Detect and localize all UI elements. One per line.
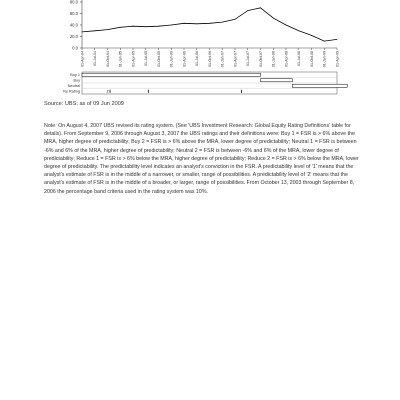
data-point: [286, 25, 287, 26]
data-point: [235, 19, 236, 20]
data-point: [145, 26, 146, 27]
x-tick-label: 01-Apr-06: [182, 51, 187, 67]
data-point: [247, 10, 248, 11]
x-tick-label: 01-Apr-09: [335, 51, 340, 67]
data-point: [171, 25, 172, 26]
data-point: [311, 35, 312, 36]
rating-row-label: Buy: [73, 78, 80, 83]
data-point: [120, 27, 121, 28]
x-tick-label: 01-Jan-06: [169, 51, 174, 68]
data-point: [196, 24, 197, 25]
y-axis: [70, 0, 82, 51]
x-tick-label: 01-Oct-04: [105, 51, 110, 67]
rating-row-label: Buy 1: [70, 72, 80, 77]
data-point: [222, 22, 223, 23]
y-tick-label: 60.0: [69, 11, 78, 16]
price-series: [82, 7, 338, 41]
rating-bar: [292, 84, 347, 87]
x-tick-label: 01-Oct-05: [156, 51, 161, 67]
data-point: [337, 39, 338, 40]
rating-row-label: Neutral: [67, 83, 80, 88]
x-tick-label: 01-Oct-08: [309, 51, 314, 67]
rating-row-label: No Rating: [63, 89, 80, 94]
y-tick-label: 20.0: [69, 34, 78, 39]
y-tick-label: 40.0: [69, 22, 78, 28]
data-point: [324, 41, 325, 42]
source-note: Source: UBS; as of 09 Jun 2009: [44, 101, 124, 107]
y-tick-label: 0.0: [72, 45, 78, 51]
rating-history: [63, 72, 347, 94]
stock-price-rating-chart: [0, 0, 400, 100]
data-point: [107, 29, 108, 30]
data-point: [158, 26, 159, 27]
x-tick-label: 01-Apr-04: [80, 51, 85, 67]
data-point: [184, 23, 185, 24]
data-point: [94, 30, 95, 31]
rating-bar: [82, 73, 261, 76]
rating-marker: [241, 90, 242, 93]
y-tick-label: 80.0: [69, 0, 78, 5]
rating-marker-label: 2: [106, 89, 109, 94]
data-point: [209, 23, 210, 24]
x-tick-label: 01-Oct-06: [207, 51, 212, 67]
x-tick-label: 01-Apr-08: [284, 51, 289, 67]
x-tick-label: 01-Jan-08: [271, 51, 276, 68]
x-tick-label: 01-Apr-07: [233, 51, 238, 67]
data-point: [260, 7, 261, 8]
data-point: [298, 30, 299, 31]
rating-marker: [110, 90, 111, 93]
x-tick-label: 01-Oct-07: [258, 51, 263, 67]
x-tick-label: 01-Jul-04: [93, 51, 98, 66]
x-tick-label: 01-Jan-05: [118, 51, 123, 68]
x-tick-label: 01-Jan-09: [322, 51, 327, 68]
x-tick-label: 01-Jul-05: [144, 51, 149, 66]
rating-marker: [148, 90, 149, 93]
x-tick-label: 01-Jul-08: [297, 51, 302, 66]
data-point: [133, 26, 134, 27]
x-axis: [80, 48, 339, 67]
x-tick-label: 01-Jan-07: [220, 51, 225, 68]
series-line: [82, 8, 337, 41]
x-tick-label: 01-Apr-05: [131, 51, 136, 67]
x-tick-label: 01-Jul-06: [195, 51, 200, 66]
x-tick-label: 01-Jul-07: [246, 50, 251, 66]
rating-system-note: Note: On August 4, 2007 UBS revised its rating system. (See 'UBS Investment Research: Global Equity Rating Definitions' table for details). From September 9, 2006 through August 3, 2007 the UBS ratings and their definitions were: Buy 1 = FSR is > 6% above the MRA, higher degree of predictability; Buy 2 = FSR is > 6% above the MRA, lower degree of predictability; Neutral 1 = FSR is between -6% and 6% of the MRA, higher degree of predictability; Neutral 2 = FSR is between -6% and 6% of the MRA, lower degree of predictability; Reduce 1 = FSR is > 6% below the MRA, higher degree of predictability; Reduce 2 = FSR is > 6% below the MRA, lower degree of predictability. The predictability level indicates an analyst's conviction in the FSR. A predictability level of '1' means that the analyst's estimate of FSR is in the middle of a narrower, or smaller, range of possibilities. A predictability level of '2' means that the analyst's estimate of FSR is in the middle of a broader, or larger, range of possibilities. From October 13, 2003 through September 8, 2006 the percentage band criteria used in the rating system was 10%.: [44, 123, 359, 195]
data-point: [273, 18, 274, 19]
data-point: [82, 32, 83, 33]
rating-bar: [261, 79, 293, 82]
